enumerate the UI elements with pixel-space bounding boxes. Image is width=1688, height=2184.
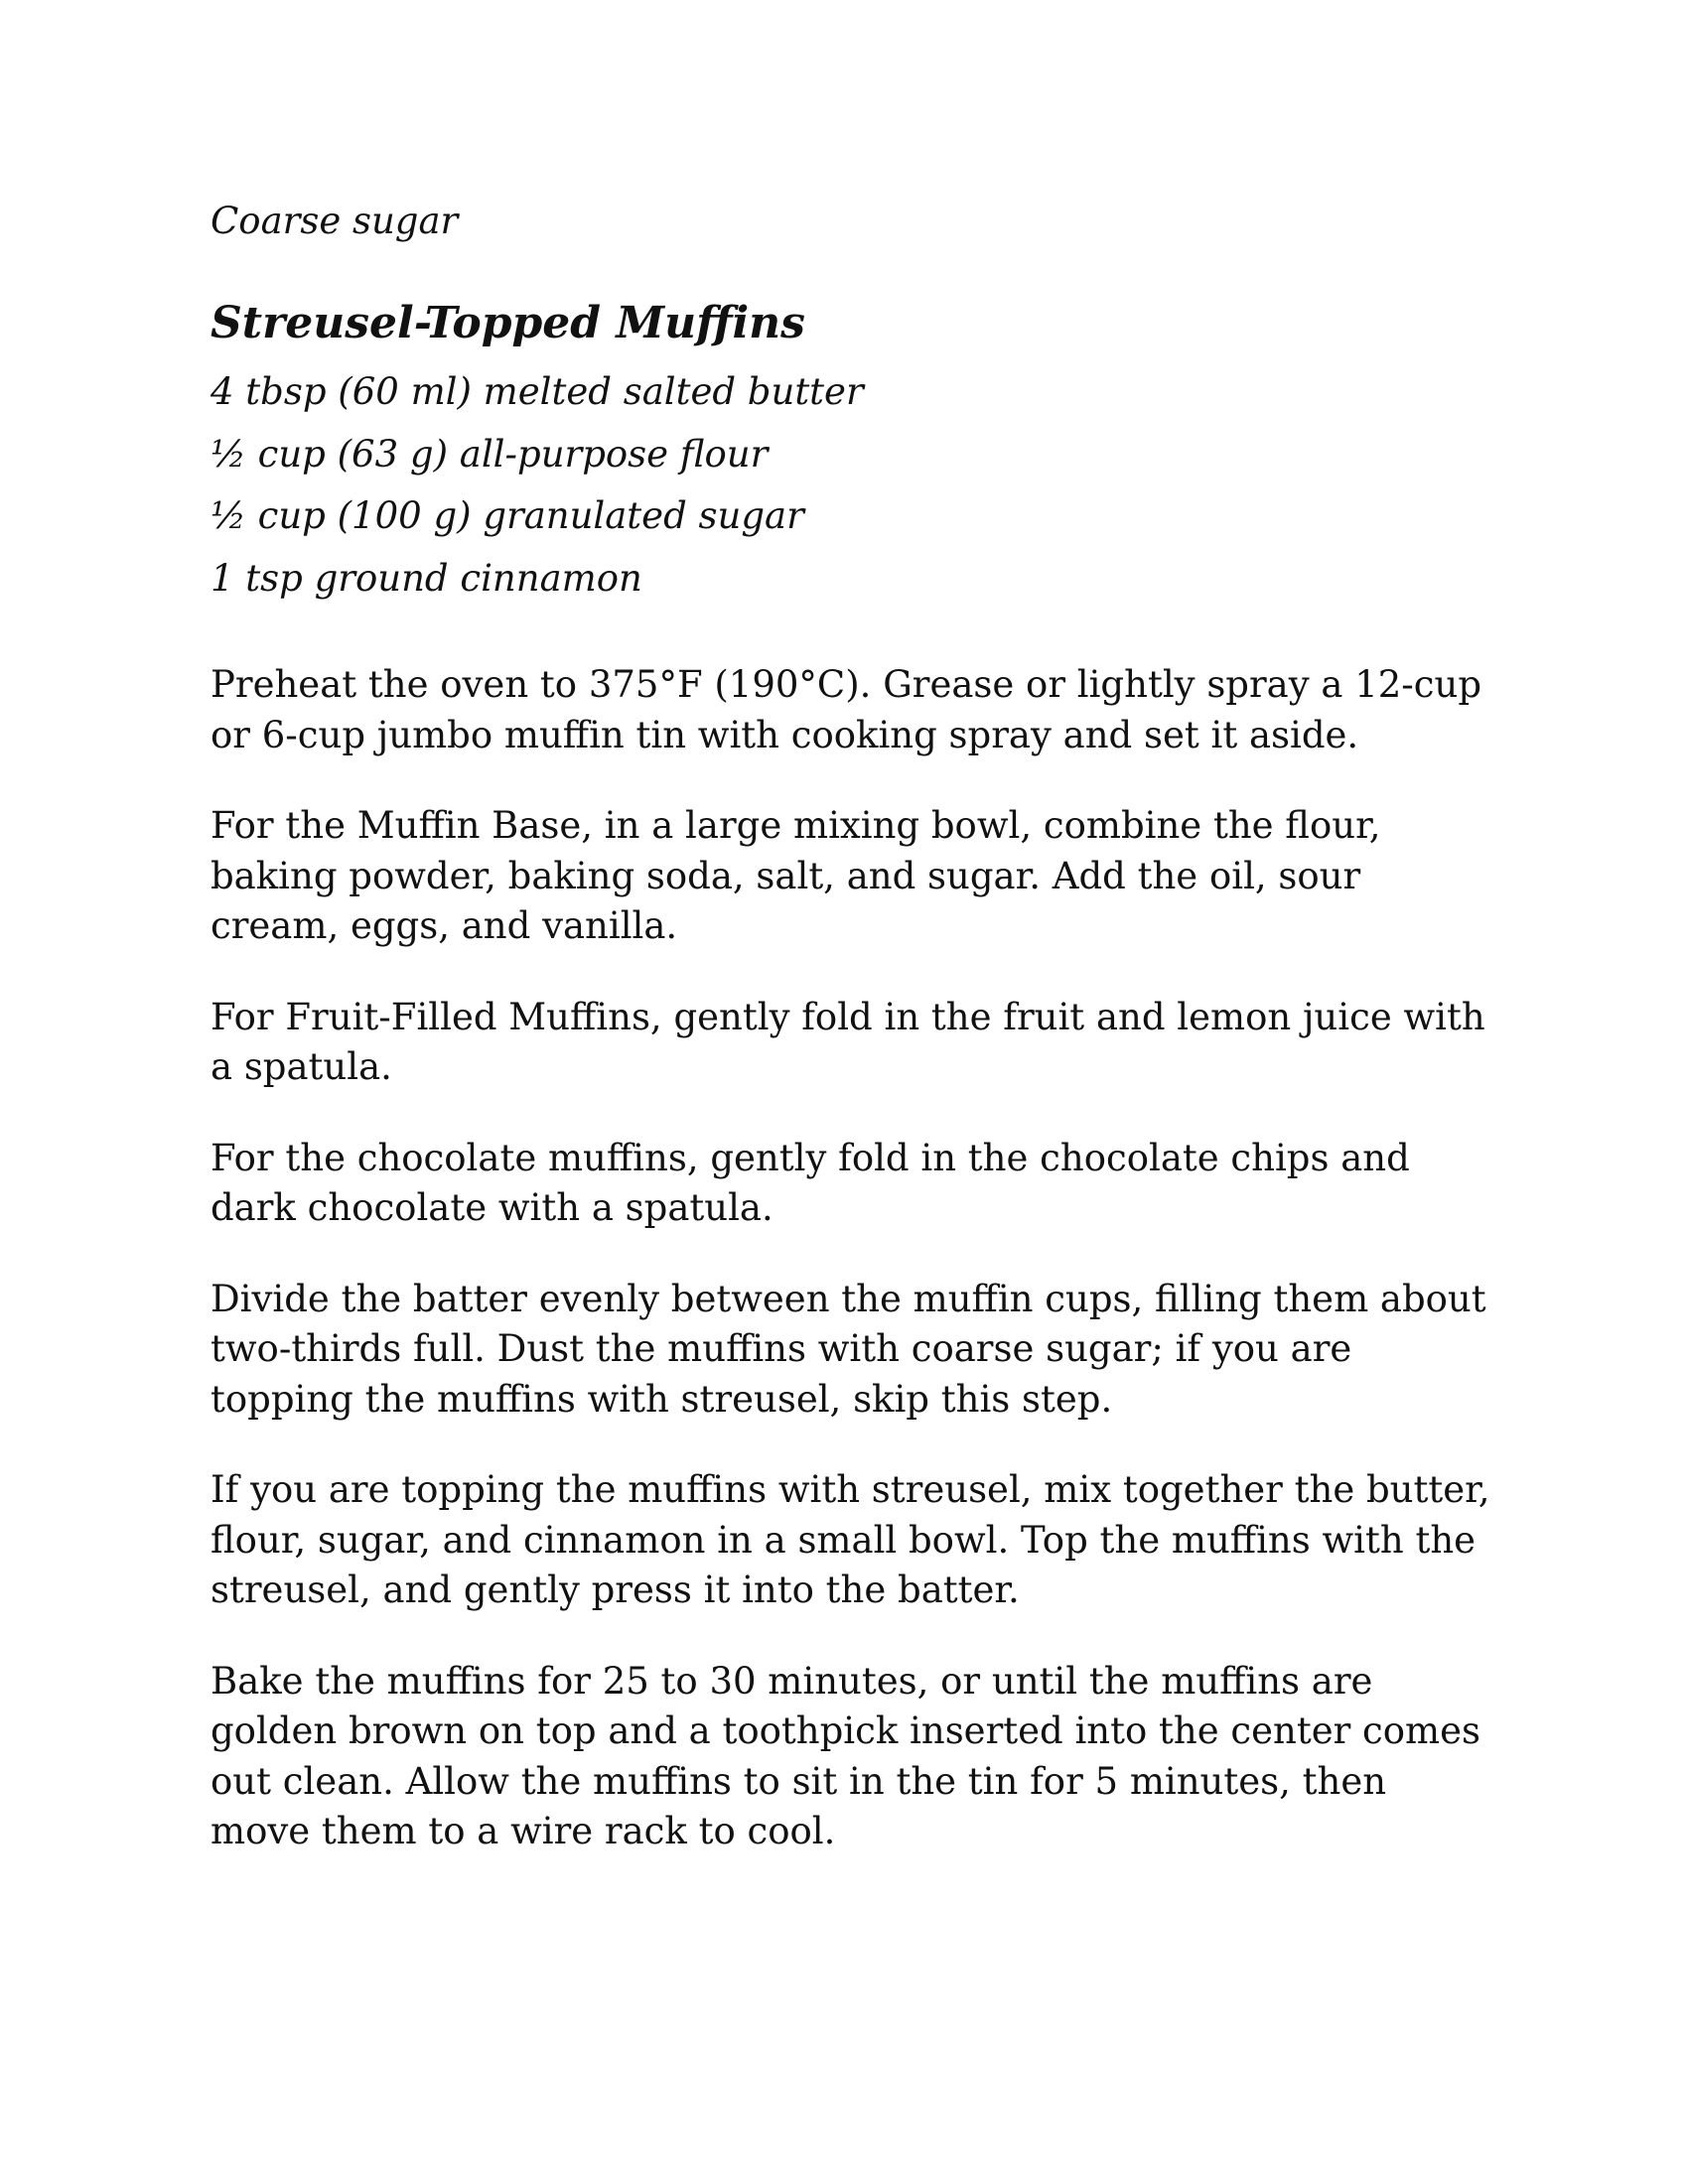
instruction-paragraph: Divide the batter evenly between the muffin cups, filling them about two-thirds full. Dust the muffins with coarse sugar; if you are topping the muffins with streusel, skip this step.	[211, 1277, 1486, 1421]
ingredient-item: ½ cup (63 g) all-purpose flour	[211, 432, 769, 476]
instruction-paragraph: For the Muffin Base, in a large mixing bowl, combine the flour, baking powder, baking soda, salt, and sugar. Add the oil, sour cream, eggs, and vanilla.	[211, 804, 1381, 947]
ingredient-item: ½ cup (100 g) granulated sugar	[211, 494, 804, 537]
instruction-paragraph: Preheat the oven to 375°F (190°C). Grease or lightly spray a 12-cup or 6-cup jumbo muffin tin with cooking spray and set it aside.	[211, 663, 1482, 756]
ingredient-item: 4 tbsp (60 ml) melted salted butter	[211, 370, 864, 413]
streusel-ingredient-list	[211, 361, 864, 610]
instruction-paragraph: For Fruit-Filled Muffins, gently fold in the fruit and lemon juice with a spatula.	[211, 995, 1485, 1088]
instruction-paragraph: For the chocolate muffins, gently fold in the chocolate chips and dark chocolate with a spatula.	[211, 1136, 1410, 1229]
streusel-heading: Streusel-Topped Muffins	[211, 298, 805, 348]
instruction-paragraph: If you are topping the muffins with streusel, mix together the butter, flour, sugar, and cinnamon in a small bowl. Top the muffins with the streusel, and gently press it into the batter.	[211, 1468, 1490, 1611]
ingredient-item: 1 tsp ground cinnamon	[211, 556, 642, 600]
instructions	[211, 660, 1491, 1898]
ingredient-coarse-sugar: Coarse sugar	[211, 200, 459, 242]
instruction-paragraph: Bake the muffins for 25 to 30 minutes, or until the muffins are golden brown on top and a toothpick inserted into the center comes out clean. Allow the muffins to sit in the tin for 5 minutes, then move them to a wire rack to cool.	[211, 1659, 1481, 1852]
